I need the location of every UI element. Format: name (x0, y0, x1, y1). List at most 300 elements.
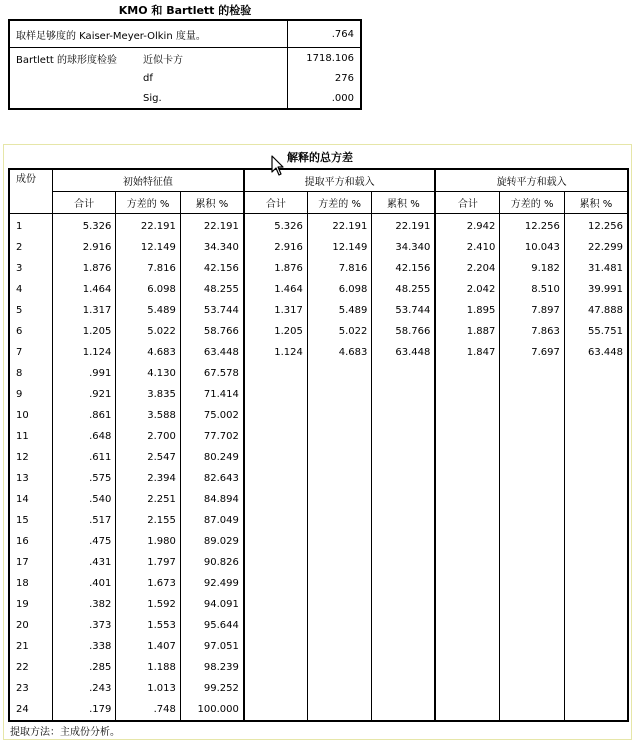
table-cell: 47.888 (564, 300, 628, 321)
table-cell: 2.942 (435, 214, 500, 238)
table-cell: .338 (52, 636, 116, 657)
table-cell: 82.643 (180, 468, 244, 489)
table-row (9, 68, 361, 88)
table-cell (307, 678, 372, 699)
table-cell: 1.797 (116, 552, 181, 573)
bartlett-value: 1718.106 (288, 48, 362, 69)
table-cell: 1.464 (52, 279, 116, 300)
table-cell: 1.876 (52, 258, 116, 279)
table-cell: 3.588 (116, 405, 181, 426)
table-cell (500, 636, 565, 657)
table-cell: 1.673 (116, 573, 181, 594)
table-row (9, 489, 628, 510)
table-row (9, 88, 361, 109)
table-cell: 1.847 (435, 342, 500, 363)
table-cell (500, 573, 565, 594)
subheader-total: 合计 (52, 192, 116, 214)
table-cell (372, 384, 436, 405)
table-cell: 99.252 (180, 678, 244, 699)
table-row (9, 552, 628, 573)
table-cell: 5.326 (244, 214, 308, 238)
table-cell (244, 363, 308, 384)
table-cell (244, 510, 308, 531)
table-row (9, 300, 628, 321)
table-cell (307, 447, 372, 468)
table-cell (435, 468, 500, 489)
table-cell: 53.744 (372, 300, 436, 321)
table-cell (500, 699, 565, 721)
table-cell: 71.414 (180, 384, 244, 405)
bartlett-value: .000 (288, 88, 362, 109)
component-header: 成份 (9, 169, 52, 214)
component-number: 18 (9, 573, 52, 594)
table-cell: 1.205 (244, 321, 308, 342)
table-cell: 34.340 (372, 237, 436, 258)
table-cell (244, 573, 308, 594)
component-number: 10 (9, 405, 52, 426)
table-cell (435, 384, 500, 405)
table-cell (564, 363, 628, 384)
table-cell (435, 363, 500, 384)
table-cell: 58.766 (372, 321, 436, 342)
table-cell: 84.894 (180, 489, 244, 510)
table-cell (244, 552, 308, 573)
table-cell: 100.000 (180, 699, 244, 721)
table-cell: 42.156 (372, 258, 436, 279)
table-cell: 1.124 (52, 342, 116, 363)
bartlett-label (9, 88, 137, 109)
table-cell: 2.700 (116, 426, 181, 447)
table-cell: 1.553 (116, 615, 181, 636)
table-cell (307, 573, 372, 594)
component-number: 14 (9, 489, 52, 510)
table-cell (307, 594, 372, 615)
table-cell: 1.317 (244, 300, 308, 321)
component-number: 4 (9, 279, 52, 300)
table-cell (372, 426, 436, 447)
table-cell: 1.887 (435, 321, 500, 342)
table-cell: 7.697 (500, 342, 565, 363)
component-number: 22 (9, 657, 52, 678)
table-cell: .861 (52, 405, 116, 426)
variance-table-body (9, 214, 628, 722)
variance-table-title: 解释的总方差 (287, 151, 353, 164)
table-cell (564, 657, 628, 678)
table-cell: 9.182 (500, 258, 565, 279)
table-cell: 8.510 (500, 279, 565, 300)
group-header-initial: 初始特征值 (52, 169, 244, 192)
table-cell (435, 405, 500, 426)
table-cell: 2.251 (116, 489, 181, 510)
subheader-cumulative-pct: 累积 % (564, 192, 628, 214)
table-cell (307, 531, 372, 552)
table-cell (244, 489, 308, 510)
table-cell: 31.481 (564, 258, 628, 279)
component-number: 5 (9, 300, 52, 321)
table-cell: 5.489 (307, 300, 372, 321)
component-number: 6 (9, 321, 52, 342)
table-cell (500, 594, 565, 615)
table-row (9, 48, 361, 69)
table-cell: 22.191 (116, 214, 181, 238)
component-number: 7 (9, 342, 52, 363)
table-cell: 1.188 (116, 657, 181, 678)
table-cell: 12.256 (564, 214, 628, 238)
bartlett-sublabel: Sig. (143, 92, 162, 104)
table-cell (435, 531, 500, 552)
table-cell: 2.916 (52, 237, 116, 258)
table-cell: 98.239 (180, 657, 244, 678)
component-number: 20 (9, 615, 52, 636)
table-cell: .611 (52, 447, 116, 468)
table-cell (307, 510, 372, 531)
table-cell: .475 (52, 531, 116, 552)
table-cell (244, 594, 308, 615)
table-cell (435, 636, 500, 657)
table-cell: 95.644 (180, 615, 244, 636)
kmo-bartlett-table (8, 19, 362, 110)
table-cell (564, 573, 628, 594)
table-cell: 89.029 (180, 531, 244, 552)
subheader-total: 合计 (244, 192, 308, 214)
table-cell: 2.155 (116, 510, 181, 531)
table-cell: .648 (52, 426, 116, 447)
component-number: 9 (9, 384, 52, 405)
table-row (9, 531, 628, 552)
table-cell (435, 426, 500, 447)
table-cell (307, 699, 372, 721)
table-cell: 1.407 (116, 636, 181, 657)
table-cell: 7.816 (307, 258, 372, 279)
table-cell (564, 615, 628, 636)
table-cell (564, 384, 628, 405)
bartlett-sublabel: 近似卡方 (143, 54, 183, 66)
table-cell (564, 531, 628, 552)
table-cell (435, 678, 500, 699)
table-cell (372, 636, 436, 657)
table-cell (244, 531, 308, 552)
table-cell: 53.744 (180, 300, 244, 321)
table-row (9, 237, 628, 258)
table-cell (435, 552, 500, 573)
table-cell: 42.156 (180, 258, 244, 279)
table-cell: .921 (52, 384, 116, 405)
table-cell: 5.489 (116, 300, 181, 321)
component-number: 21 (9, 636, 52, 657)
table-cell: 34.340 (180, 237, 244, 258)
table-cell (500, 531, 565, 552)
subheader-variance-pct: 方差的 % (500, 192, 565, 214)
table-cell: 1.876 (244, 258, 308, 279)
table-cell: .401 (52, 573, 116, 594)
table-cell (372, 405, 436, 426)
table-row (9, 258, 628, 279)
component-number: 19 (9, 594, 52, 615)
table-cell: 22.191 (307, 214, 372, 238)
table-cell: 48.255 (180, 279, 244, 300)
table-cell (372, 468, 436, 489)
table-cell (307, 657, 372, 678)
component-number: 15 (9, 510, 52, 531)
table-row (9, 636, 628, 657)
bartlett-sublabel: df (143, 72, 153, 84)
table-cell: 75.002 (180, 405, 244, 426)
component-number: 3 (9, 258, 52, 279)
table-cell (500, 447, 565, 468)
table-cell (372, 657, 436, 678)
table-cell: .575 (52, 468, 116, 489)
table-cell (307, 636, 372, 657)
table-cell (500, 615, 565, 636)
component-number: 1 (9, 214, 52, 238)
table-cell (307, 363, 372, 384)
component-number: 12 (9, 447, 52, 468)
table-cell: .748 (116, 699, 181, 721)
table-cell: .540 (52, 489, 116, 510)
table-cell: 22.299 (564, 237, 628, 258)
table-cell: 5.022 (116, 321, 181, 342)
table-row (9, 426, 628, 447)
table-cell: 1.013 (116, 678, 181, 699)
table-cell (564, 678, 628, 699)
group-header-rotation: 旋转平方和载入 (435, 169, 628, 192)
table-cell (372, 699, 436, 721)
table-cell: 2.547 (116, 447, 181, 468)
subheader-cumulative-pct: 累积 % (180, 192, 244, 214)
component-number: 24 (9, 699, 52, 721)
table-cell: 1.464 (244, 279, 308, 300)
table-cell (500, 489, 565, 510)
table-cell (372, 678, 436, 699)
table-cell (435, 447, 500, 468)
table-cell (244, 447, 308, 468)
table-cell: 6.098 (307, 279, 372, 300)
table-cell: 1.895 (435, 300, 500, 321)
table-cell (564, 405, 628, 426)
table-row (9, 20, 361, 48)
table-cell: 7.897 (500, 300, 565, 321)
table-cell: 7.816 (116, 258, 181, 279)
table-row (9, 657, 628, 678)
table-cell: 10.043 (500, 237, 565, 258)
table-cell: .991 (52, 363, 116, 384)
table-cell: 12.149 (307, 237, 372, 258)
table-row (9, 342, 628, 363)
table-cell (307, 615, 372, 636)
table-row (9, 468, 628, 489)
table-cell (564, 552, 628, 573)
table-row (9, 510, 628, 531)
table-cell (372, 552, 436, 573)
table-cell (307, 384, 372, 405)
subheader-total: 合计 (435, 192, 500, 214)
table-cell: 94.091 (180, 594, 244, 615)
table-cell (564, 510, 628, 531)
table-cell (372, 531, 436, 552)
table-cell: 2.410 (435, 237, 500, 258)
group-header-row (9, 169, 628, 192)
table-cell (372, 489, 436, 510)
kmo-table-title: KMO 和 Bartlett 的检验 (118, 4, 252, 17)
table-cell: 4.130 (116, 363, 181, 384)
table-cell: 1.124 (244, 342, 308, 363)
table-cell: 87.049 (180, 510, 244, 531)
table-cell: 12.149 (116, 237, 181, 258)
table-row (9, 363, 628, 384)
component-number: 13 (9, 468, 52, 489)
table-row (9, 678, 628, 699)
table-row (9, 321, 628, 342)
table-row (9, 699, 628, 721)
table-cell: 5.022 (307, 321, 372, 342)
table-cell: 2.394 (116, 468, 181, 489)
subheader-variance-pct: 方差的 % (116, 192, 181, 214)
table-cell (500, 657, 565, 678)
table-cell: 97.051 (180, 636, 244, 657)
mouse-pointer-icon (271, 155, 285, 177)
table-cell (244, 615, 308, 636)
component-number: 11 (9, 426, 52, 447)
table-cell (372, 447, 436, 468)
table-cell (307, 468, 372, 489)
total-variance-table (8, 168, 629, 722)
table-cell: 22.191 (180, 214, 244, 238)
table-cell: .517 (52, 510, 116, 531)
table-cell: 12.256 (500, 214, 565, 238)
subheader-row (9, 192, 628, 214)
table-cell (435, 573, 500, 594)
table-cell: 2.204 (435, 258, 500, 279)
table-cell: 1.205 (52, 321, 116, 342)
table-cell: 63.448 (372, 342, 436, 363)
table-cell: .285 (52, 657, 116, 678)
table-row (9, 447, 628, 468)
table-cell (372, 615, 436, 636)
table-cell: 1.980 (116, 531, 181, 552)
table-cell: 2.042 (435, 279, 500, 300)
table-cell (372, 594, 436, 615)
table-cell: 4.683 (116, 342, 181, 363)
table-cell (500, 384, 565, 405)
table-cell: .373 (52, 615, 116, 636)
table-cell (307, 405, 372, 426)
table-cell (372, 510, 436, 531)
component-number: 17 (9, 552, 52, 573)
table-cell (244, 384, 308, 405)
table-cell (564, 699, 628, 721)
kmo-label: 取样足够度的 Kaiser-Meyer-Olkin 度量。 (9, 20, 288, 48)
table-cell: 48.255 (372, 279, 436, 300)
group-header-extraction: 提取平方和载入 (244, 169, 436, 192)
table-cell: 77.702 (180, 426, 244, 447)
table-cell (244, 405, 308, 426)
table-cell (435, 615, 500, 636)
table-row (9, 214, 628, 238)
table-cell (244, 426, 308, 447)
table-cell: 63.448 (564, 342, 628, 363)
table-cell (244, 468, 308, 489)
table-cell (500, 510, 565, 531)
table-cell (564, 426, 628, 447)
table-cell: 7.863 (500, 321, 565, 342)
table-cell (307, 552, 372, 573)
table-cell: 1.317 (52, 300, 116, 321)
table-cell (564, 468, 628, 489)
table-cell: 6.098 (116, 279, 181, 300)
table-cell: 90.826 (180, 552, 244, 573)
table-cell (307, 489, 372, 510)
table-cell (435, 489, 500, 510)
table-cell (244, 657, 308, 678)
table-cell: .382 (52, 594, 116, 615)
component-number: 2 (9, 237, 52, 258)
table-row (9, 594, 628, 615)
table-cell (435, 657, 500, 678)
table-cell (500, 552, 565, 573)
table-cell: 67.578 (180, 363, 244, 384)
table-cell: 4.683 (307, 342, 372, 363)
table-cell (244, 678, 308, 699)
table-cell (435, 510, 500, 531)
table-row (9, 573, 628, 594)
table-row (9, 405, 628, 426)
table-cell (500, 405, 565, 426)
table-cell: 92.499 (180, 573, 244, 594)
table-cell: 2.916 (244, 237, 308, 258)
table-cell (372, 363, 436, 384)
component-number: 16 (9, 531, 52, 552)
table-cell (500, 468, 565, 489)
component-number: 23 (9, 678, 52, 699)
table-cell: 5.326 (52, 214, 116, 238)
table-cell (435, 699, 500, 721)
table-cell (564, 636, 628, 657)
table-cell (307, 426, 372, 447)
table-cell: 1.592 (116, 594, 181, 615)
subheader-cumulative-pct: 累积 % (372, 192, 436, 214)
table-cell: 80.249 (180, 447, 244, 468)
table-cell (244, 699, 308, 721)
table-row (9, 384, 628, 405)
table-cell (244, 636, 308, 657)
table-cell: .431 (52, 552, 116, 573)
table-cell (564, 447, 628, 468)
bartlett-value: 276 (288, 68, 362, 88)
component-number: 8 (9, 363, 52, 384)
table-cell (372, 573, 436, 594)
table-cell: 55.751 (564, 321, 628, 342)
table-cell: 22.191 (372, 214, 436, 238)
subheader-variance-pct: 方差的 % (307, 192, 372, 214)
table-cell (564, 489, 628, 510)
table-cell: 39.991 (564, 279, 628, 300)
table-cell: 63.448 (180, 342, 244, 363)
table-cell (500, 678, 565, 699)
table-cell (435, 594, 500, 615)
table-cell (500, 426, 565, 447)
bartlett-label (9, 68, 137, 88)
table-cell (564, 594, 628, 615)
bartlett-label: Bartlett 的球形度检验 (16, 54, 117, 66)
table-row (9, 279, 628, 300)
footnote: 提取方法：主成份分析。 (10, 727, 120, 738)
table-cell: 3.835 (116, 384, 181, 405)
table-cell: .179 (52, 699, 116, 721)
table-cell (500, 363, 565, 384)
table-cell: .243 (52, 678, 116, 699)
kmo-value: .764 (288, 20, 362, 48)
table-row (9, 615, 628, 636)
